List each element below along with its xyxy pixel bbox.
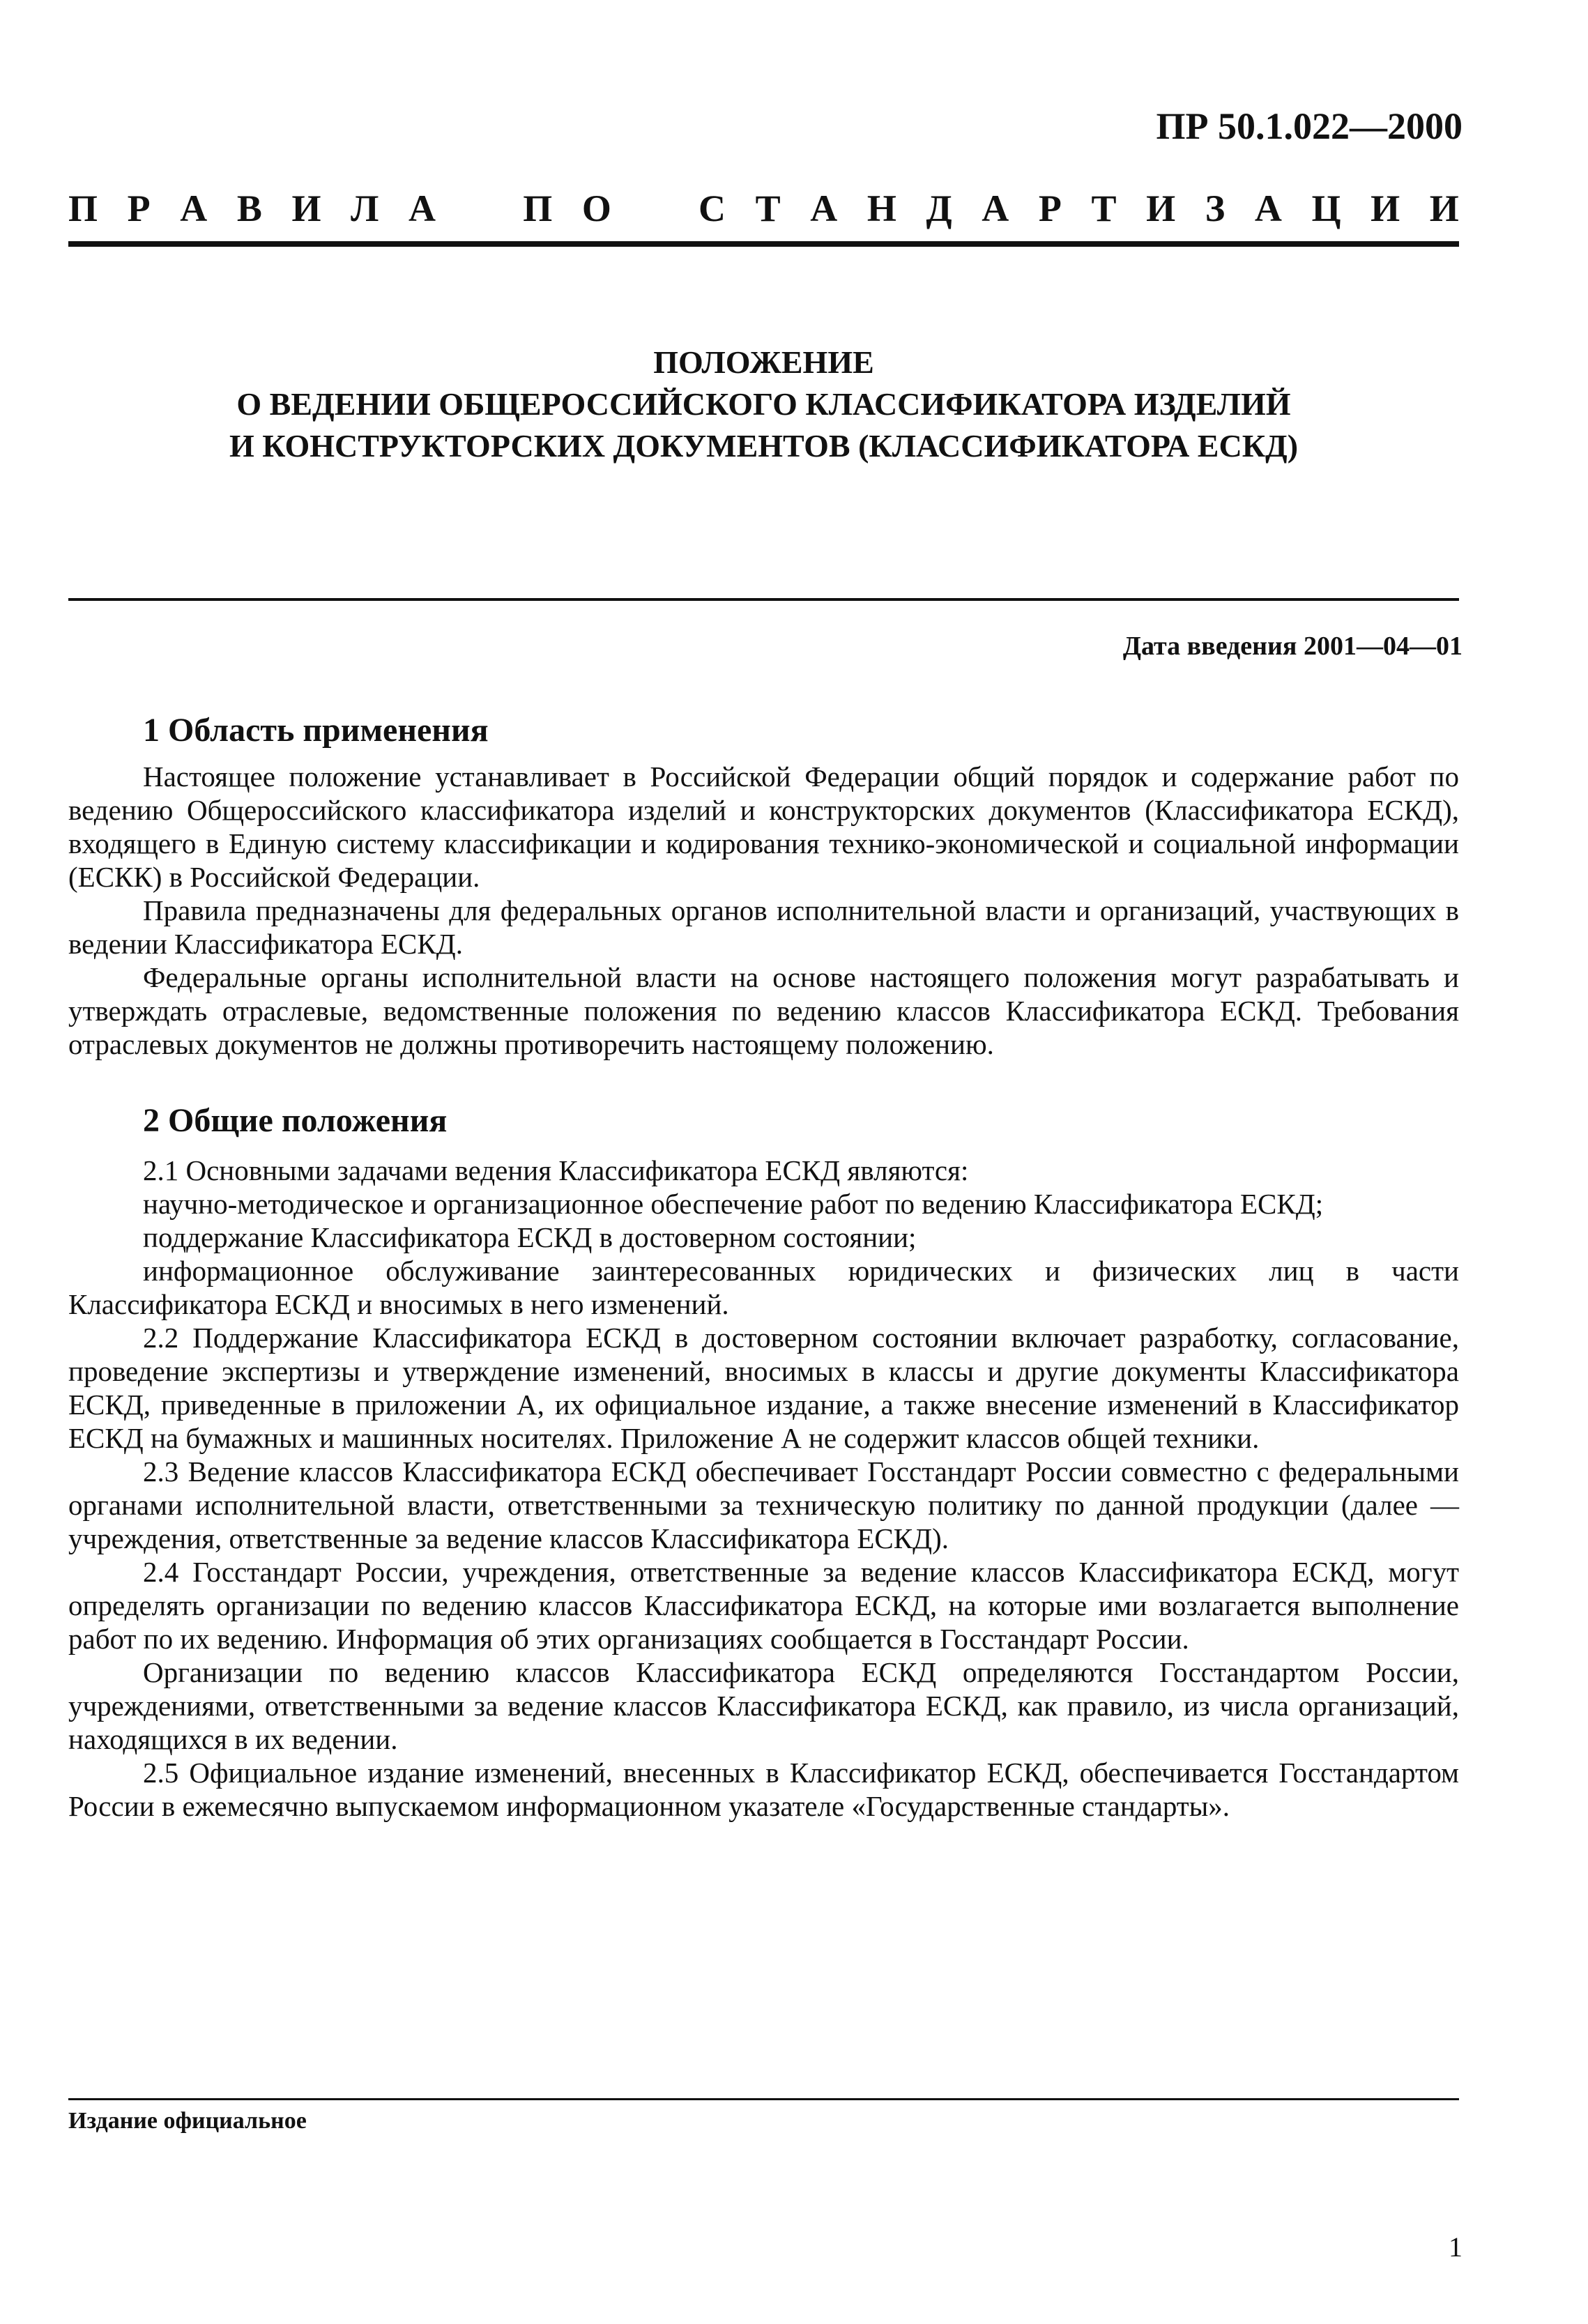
banner-letter: Л <box>351 188 379 229</box>
banner-letter: А <box>982 188 1009 229</box>
section-1-body <box>68 760 1459 1061</box>
paragraph: 2.5 Официальное издание изменений, внесенных в Классификатор ЕСКД, обеспечивается Госстандартом России в ежемесячно выпускаемом информационном указателе «Государственные стандарты». <box>68 1757 1459 1822</box>
banner-letter: А <box>408 188 436 229</box>
banner-letter: А <box>180 188 208 229</box>
banner-letter: В <box>236 188 262 229</box>
banner-letter: С <box>698 188 726 229</box>
document-number: ПР 50.1.022—2000 <box>1156 105 1463 147</box>
banner-letter: Т <box>1091 188 1117 229</box>
title-line: О ВЕДЕНИИ ОБЩЕРОССИЙСКОГО КЛАССИФИКАТОРА ИЗДЕЛИЙ <box>236 386 1291 422</box>
paragraph: Правила предназначены для федеральных органов исполнительной власти и организаций, участвующих в ведении Классификатора ЕСКД. <box>68 894 1459 960</box>
paragraph: 2.3 Ведение классов Классификатора ЕСКД обеспечивает Госстандарт России совместно с федеральными органами исполнительной власти, ответственными за техническую политику по данной продукции (далее — учреждения, ответственные за ведение классов Классификатора ЕСКД). <box>68 1455 1459 1554</box>
section-heading: 1 Область применения <box>143 712 489 749</box>
header-rule <box>68 241 1459 247</box>
title-line: И КОНСТРУКТОРСКИХ ДОКУМЕНТОВ (КЛАССИФИКАТОРА ЕСКД) <box>229 428 1299 464</box>
banner-letter: Н <box>866 188 896 229</box>
banner-gap <box>641 187 669 230</box>
banner-letter: И <box>1429 188 1459 229</box>
banner-letter: А <box>810 188 838 229</box>
document-title <box>68 342 1459 467</box>
page-number: 1 <box>1449 2231 1463 2263</box>
banner-gap <box>466 187 494 230</box>
rules-banner <box>68 187 1459 230</box>
banner-letter: Р <box>1038 188 1062 229</box>
effective-date: Дата введения 2001—04—01 <box>1122 632 1463 661</box>
paragraph: поддержание Классификатора ЕСКД в достоверном состоянии; <box>143 1221 917 1253</box>
paragraph: 2.4 Госстандарт России, учреждения, ответственные за ведение классов Классификатора ЕСКД, могут определять организации по ведению классов Классификатора ЕСКД, на которые ими возлагается выполнение работ по их ведению. Информация об этих организациях сообщается в Госстандарт России. <box>68 1556 1459 1655</box>
edition-label: Издание официальное <box>68 2108 307 2134</box>
section-2-body <box>68 1154 1459 1823</box>
paragraph: 2.1 Основными задачами ведения Классификатора ЕСКД являются: <box>143 1154 969 1186</box>
title-rule <box>68 598 1459 601</box>
paragraph: 2.2 Поддержание Классификатора ЕСКД в достоверном состоянии включает разработку, согласование, проведение экспертизы и утверждение изменений, вносимых в классы и другие документы Классификатора ЕСКД, приведенные в приложении А, их официальное издание, а также внесение изменений в Классификатор ЕСКД на бумажных и машинных носителях. Приложение А не содержит классов общей техники. <box>68 1322 1459 1454</box>
banner-letter: И <box>1146 188 1176 229</box>
footer-rule <box>68 2098 1459 2100</box>
banner-letter: И <box>291 188 321 229</box>
banner-letter: Ц <box>1311 188 1341 229</box>
banner-letter: П <box>68 188 98 229</box>
paragraph: Федеральные органы исполнительной власти на основе настоящего положения могут разрабатывать и утверждать отраслевые, ведомственные положения по ведению классов Классификатора ЕСКД. Требования отраслевых документов не должны противоречить настоящему положению. <box>68 961 1459 1060</box>
banner-letter: А <box>1254 188 1282 229</box>
banner-letter: И <box>1371 188 1400 229</box>
banner-letter: З <box>1205 188 1226 229</box>
banner-letter: Р <box>127 188 151 229</box>
paragraph: Настоящее положение устанавливает в Российской Федерации общий порядок и содержание работ по ведению Общероссийского классификатора изделий и конструкторских документов (Классификатора ЕСКД), входящего в Единую систему классификации и кодирования технико-экономической и социальной информации (ЕСКК) в Российской Федерации. <box>68 760 1459 893</box>
banner-letter: О <box>581 188 611 229</box>
banner-letter: П <box>523 188 553 229</box>
banner-letter: Д <box>926 188 952 229</box>
title-line: ПОЛОЖЕНИЕ <box>653 344 874 380</box>
paragraph: научно-методическое и организационное обеспечение работ по ведению Классификатора ЕСКД; <box>143 1188 1324 1220</box>
section-heading: 2 Общие положения <box>143 1102 448 1139</box>
paragraph: информационное обслуживание заинтересованных юридических и физических лиц в части Классификатора ЕСКД и вносимых в него изменений. <box>68 1255 1459 1320</box>
paragraph: Организации по ведению классов Классификатора ЕСКД определяются Госстандартом России, учреждениями, ответственными за ведение классов Классификатора ЕСКД, как правило, из числа организаций, находящихся в их ведении. <box>68 1656 1459 1755</box>
banner-letter: Т <box>755 188 781 229</box>
